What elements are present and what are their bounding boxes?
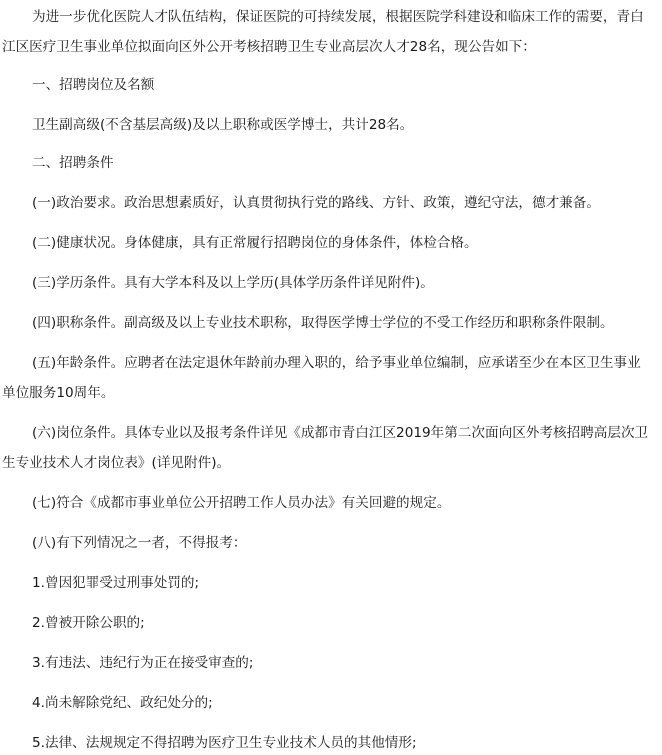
condition-age-line-2: 单位服务10周年。 xyxy=(2,385,115,401)
condition-age-line-1: (五)年龄条件。应聘者在法定退休年龄前办理入职的，给予事业单位编制，应承诺至少在本区卫生事业 xyxy=(32,355,641,371)
exclusion-item-3: 3.有违法、违纪行为正在接受审查的; xyxy=(32,655,254,671)
section-heading-conditions: 二、招聘条件 xyxy=(32,155,114,171)
intro-paragraph-line-2: 江区医疗卫生事业单位拟面向区外公开考核招聘卫生专业高层次人才28名，现公告如下： xyxy=(2,39,536,55)
exclusion-item-5: 5.法律、法规规定不得招聘为医疗卫生专业技术人员的其他情形; xyxy=(32,735,417,751)
condition-title: (四)职称条件。副高级及以上专业技术职称，取得医学博士学位的不受工作经历和职称条件限制。 xyxy=(32,315,614,331)
section-heading-positions: 一、招聘岗位及名额 xyxy=(32,77,155,93)
exclusion-item-1: 1.曾因犯罪受过刑事处罚的; xyxy=(32,575,200,591)
condition-avoidance: (七)符合《成都市事业单位公开招聘工作人员办法》有关回避的规定。 xyxy=(32,495,451,511)
exclusion-item-2: 2.曾被开除公职的; xyxy=(32,615,145,631)
condition-position-line-2: 生专业技术人才岗位表》(详见附件)。 xyxy=(2,455,231,471)
condition-political: (一)政治要求。政治思想素质好，认真贯彻执行党的路线、方针、政策，遵纪守法，德才兼备。 xyxy=(32,195,600,211)
positions-paragraph: 卫生副高级(不含基层高级)及以上职称或医学博士，共计28名。 xyxy=(32,117,414,133)
intro-paragraph-line-1: 为进一步优化医院人才队伍结构，保证医院的可持续发展，根据医院学科建设和临床工作的需要，青白 xyxy=(32,9,644,25)
condition-position-line-1: (六)岗位条件。具体专业以及报考条件详见《成都市青白江区2019年第二次面向区外考核招聘高层次卫 xyxy=(32,425,649,441)
exclusion-item-4: 4.尚未解除党纪、政纪处分的; xyxy=(32,695,213,711)
condition-education: (三)学历条件。具有大学本科及以上学历(具体学历条件详见附件)。 xyxy=(32,275,434,291)
condition-exclusions: (八)有下列情况之一者，不得报考： xyxy=(32,535,247,551)
condition-health: (二)健康状况。身体健康，具有正常履行招聘岗位的身体条件，体检合格。 xyxy=(32,235,478,251)
